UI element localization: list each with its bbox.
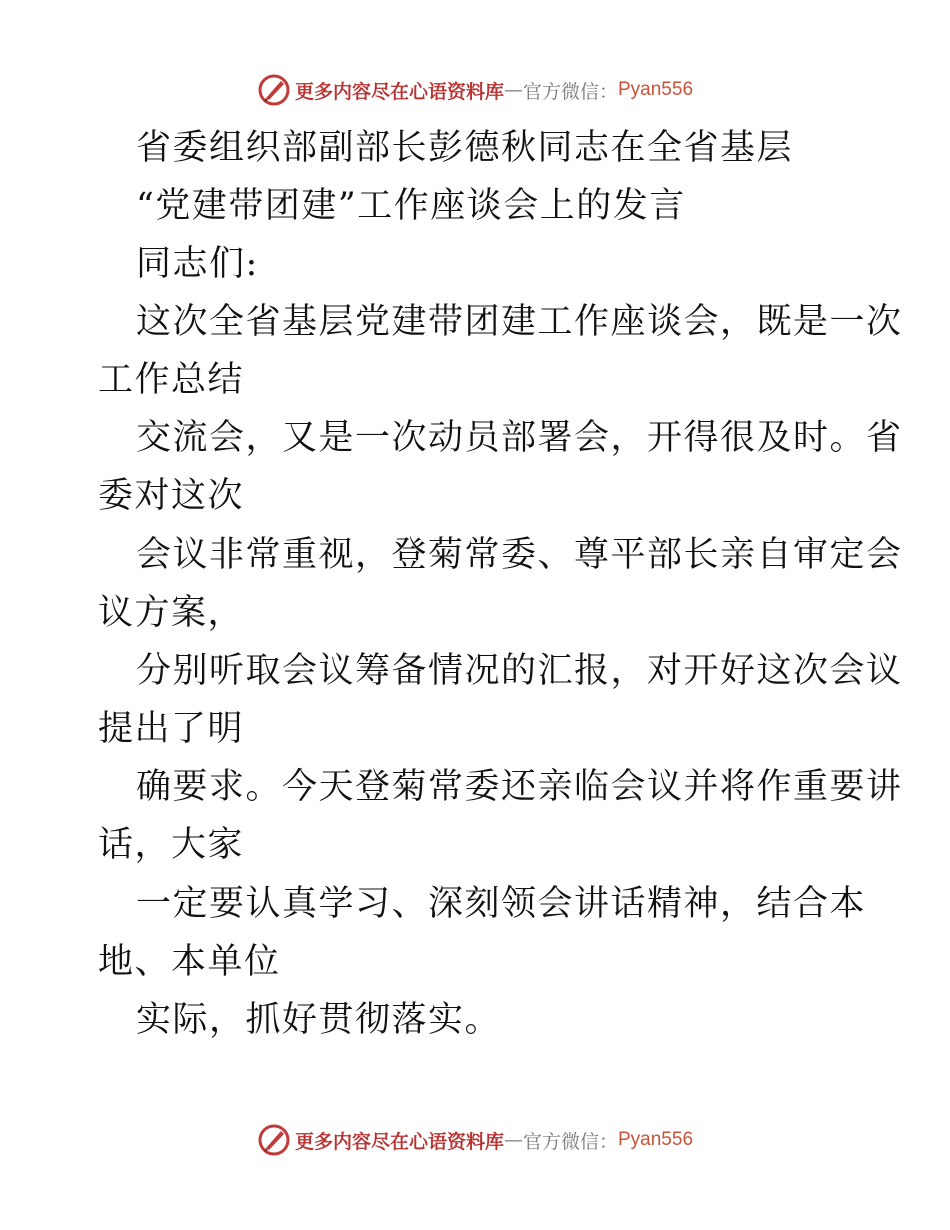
- quill-pen-icon: [257, 73, 291, 107]
- paragraph-line: 确要求。今天登菊常委还亲临会议并将作重要讲: [136, 767, 903, 807]
- watermark-separator: —: [503, 79, 523, 101]
- watermark-id: Pyan556: [618, 1129, 694, 1150]
- watermark-separator: —: [503, 1129, 523, 1151]
- footer-watermark: [0, 1120, 950, 1160]
- document-title-line-1: 省委组织部副部长彭德秋同志在全省基层: [136, 128, 794, 168]
- paragraph-line: 这次全省基层党建带团建工作座谈会，既是一次: [136, 302, 903, 342]
- paragraph-line: 工作总结: [98, 360, 245, 400]
- watermark-label: 官方微信：: [522, 1130, 618, 1153]
- paragraph-line: 一定要认真学习、深刻领会讲话精神，结合本: [136, 884, 867, 924]
- watermark-label: 官方微信：: [522, 80, 618, 103]
- paragraph-line: 委对这次: [98, 476, 245, 516]
- quill-pen-icon: [257, 1123, 291, 1157]
- paragraph-line: 地、本单位: [98, 942, 281, 982]
- paragraph-line: 会议非常重视，登菊常委、尊平部长亲自审定会: [136, 535, 903, 575]
- paragraph-line: 实际，抓好贯彻落实。: [136, 1000, 502, 1040]
- paragraph-line: 议方案，: [98, 593, 245, 633]
- paragraph-line: 提出了明: [98, 709, 245, 749]
- watermark-brand: 更多内容尽在心语资料库: [294, 1130, 504, 1153]
- paragraph-line: 话，大家: [98, 825, 245, 865]
- watermark-id: Pyan556: [618, 79, 694, 100]
- watermark-brand: 更多内容尽在心语资料库: [294, 80, 504, 103]
- paragraph-line: 交流会，又是一次动员部署会，开得很及时。省: [136, 418, 903, 458]
- document-title-line-2: “党建带团建”工作座谈会上的发言: [136, 186, 686, 226]
- salutation: 同志们:: [136, 244, 259, 284]
- header-watermark: [0, 70, 950, 110]
- paragraph-line: 分别听取会议筹备情况的汇报，对开好这次会议: [136, 651, 903, 691]
